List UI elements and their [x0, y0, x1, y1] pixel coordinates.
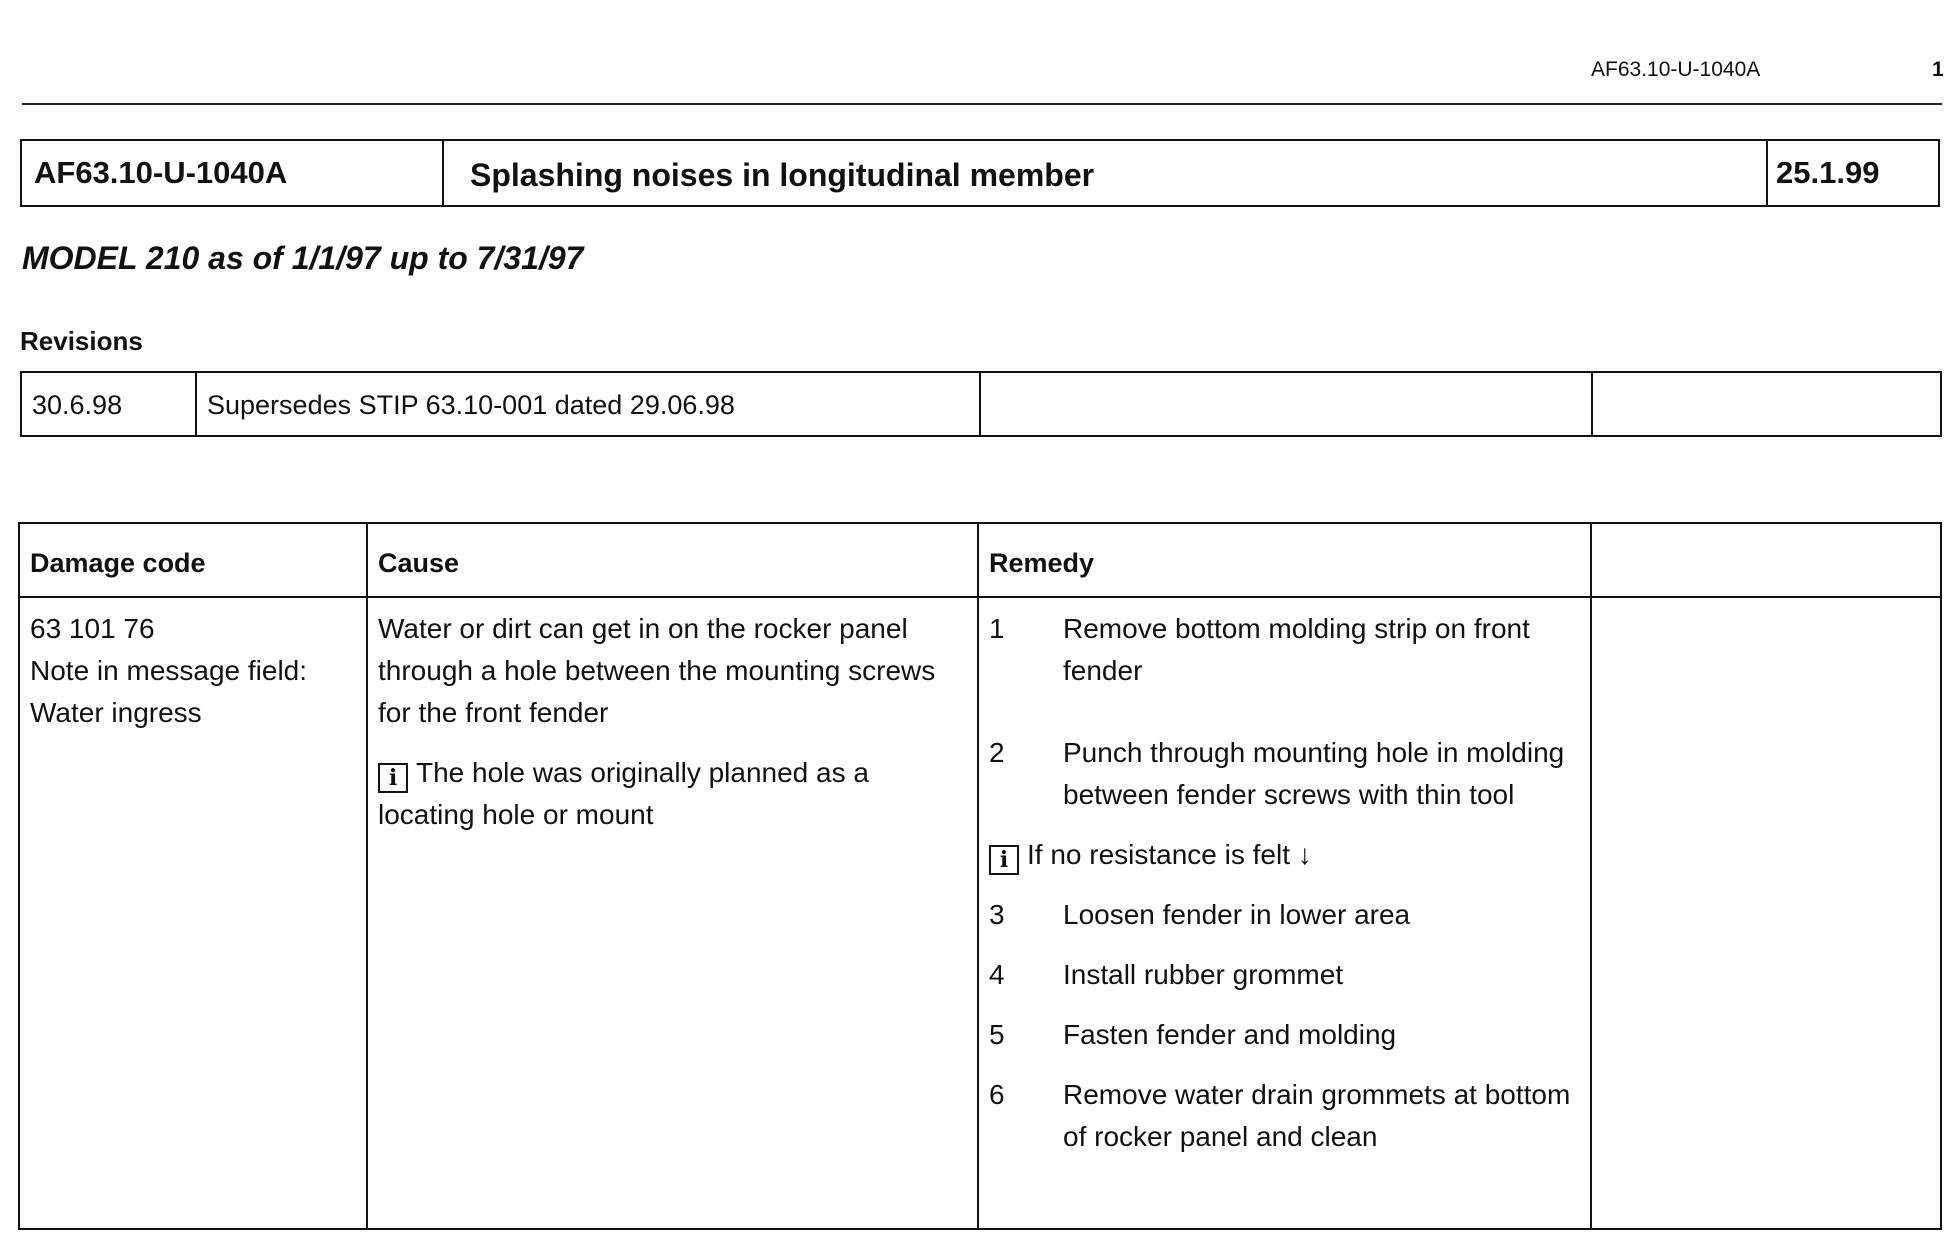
remedy-note	[989, 834, 1580, 876]
header-damage-code: Damage code	[19, 523, 367, 597]
cause-text: Water or dirt can get in on the rocker panel through a hole between the mounting screws for the front fender	[378, 613, 936, 728]
info-icon: i	[989, 845, 1019, 875]
damage-code-note-value: Water ingress	[30, 697, 202, 728]
step-text: Punch through mounting hole in molding between fender screws with thin tool	[1063, 737, 1565, 810]
remedy-cell	[978, 597, 1591, 1229]
remedy-step	[989, 1014, 1580, 1056]
page-title: Splashing noises in longitudinal member	[444, 141, 1768, 205]
header-remedy: Remedy	[978, 523, 1591, 597]
table-row	[21, 372, 1941, 436]
remedy-step	[989, 608, 1580, 692]
cause-note	[378, 752, 967, 836]
empty-cell	[1591, 597, 1941, 1229]
step-number: 1	[989, 613, 1005, 644]
page-header	[0, 0, 1960, 110]
remedy-step	[989, 954, 1580, 996]
step-text: Remove bottom molding strip on front fender	[1063, 613, 1530, 686]
title-box	[20, 139, 1940, 207]
step-number: 4	[989, 959, 1005, 990]
revisions-label: Revisions	[20, 326, 143, 356]
step-text: Fasten fender and molding	[1063, 1019, 1397, 1050]
step-number: 2	[989, 737, 1005, 768]
remedy-step	[989, 732, 1580, 816]
title-code: AF63.10-U-1040A	[22, 141, 444, 205]
header-page-number: 1	[1932, 58, 1944, 81]
step-number: 5	[989, 1019, 1005, 1050]
info-icon: i	[378, 763, 408, 793]
step-number: 6	[989, 1079, 1005, 1110]
header-empty	[1591, 523, 1941, 597]
header-cause: Cause	[367, 523, 978, 597]
table-header-row	[19, 523, 1941, 597]
remedy-step	[989, 1074, 1580, 1158]
cause-note-text: The hole was originally planned as a locating hole or mount	[378, 757, 869, 830]
revisions-table	[20, 371, 1942, 437]
revision-empty-cell	[1592, 372, 1941, 436]
revision-empty-cell	[980, 372, 1592, 436]
damage-code-cell	[19, 597, 367, 1229]
title-date: 25.1.99	[1776, 155, 1880, 190]
step-number: 3	[989, 899, 1005, 930]
step-text: Remove water drain grommets at bottom of rocker panel and clean	[1063, 1079, 1571, 1152]
damage-table	[18, 522, 1942, 1230]
remedy-step	[989, 894, 1580, 936]
cause-cell	[367, 597, 978, 1229]
table-row	[19, 597, 1941, 1229]
step-text: Install rubber grommet	[1063, 959, 1344, 990]
remedy-note-text: If no resistance is felt ↓	[1027, 839, 1312, 870]
damage-code-number: 63 101 76	[30, 613, 155, 644]
revision-text: Supersedes STIP 63.10-001 dated 29.06.98	[196, 372, 980, 436]
revision-date: 30.6.98	[21, 372, 196, 436]
header-doc-code: AF63.10-U-1040A	[1591, 58, 1761, 81]
model-line: MODEL 210 as of 1/1/97 up to 7/31/97	[22, 240, 584, 276]
header-rule	[22, 103, 1942, 105]
step-text: Loosen fender in lower area	[1063, 899, 1411, 930]
damage-code-note-label: Note in message field:	[30, 655, 308, 686]
